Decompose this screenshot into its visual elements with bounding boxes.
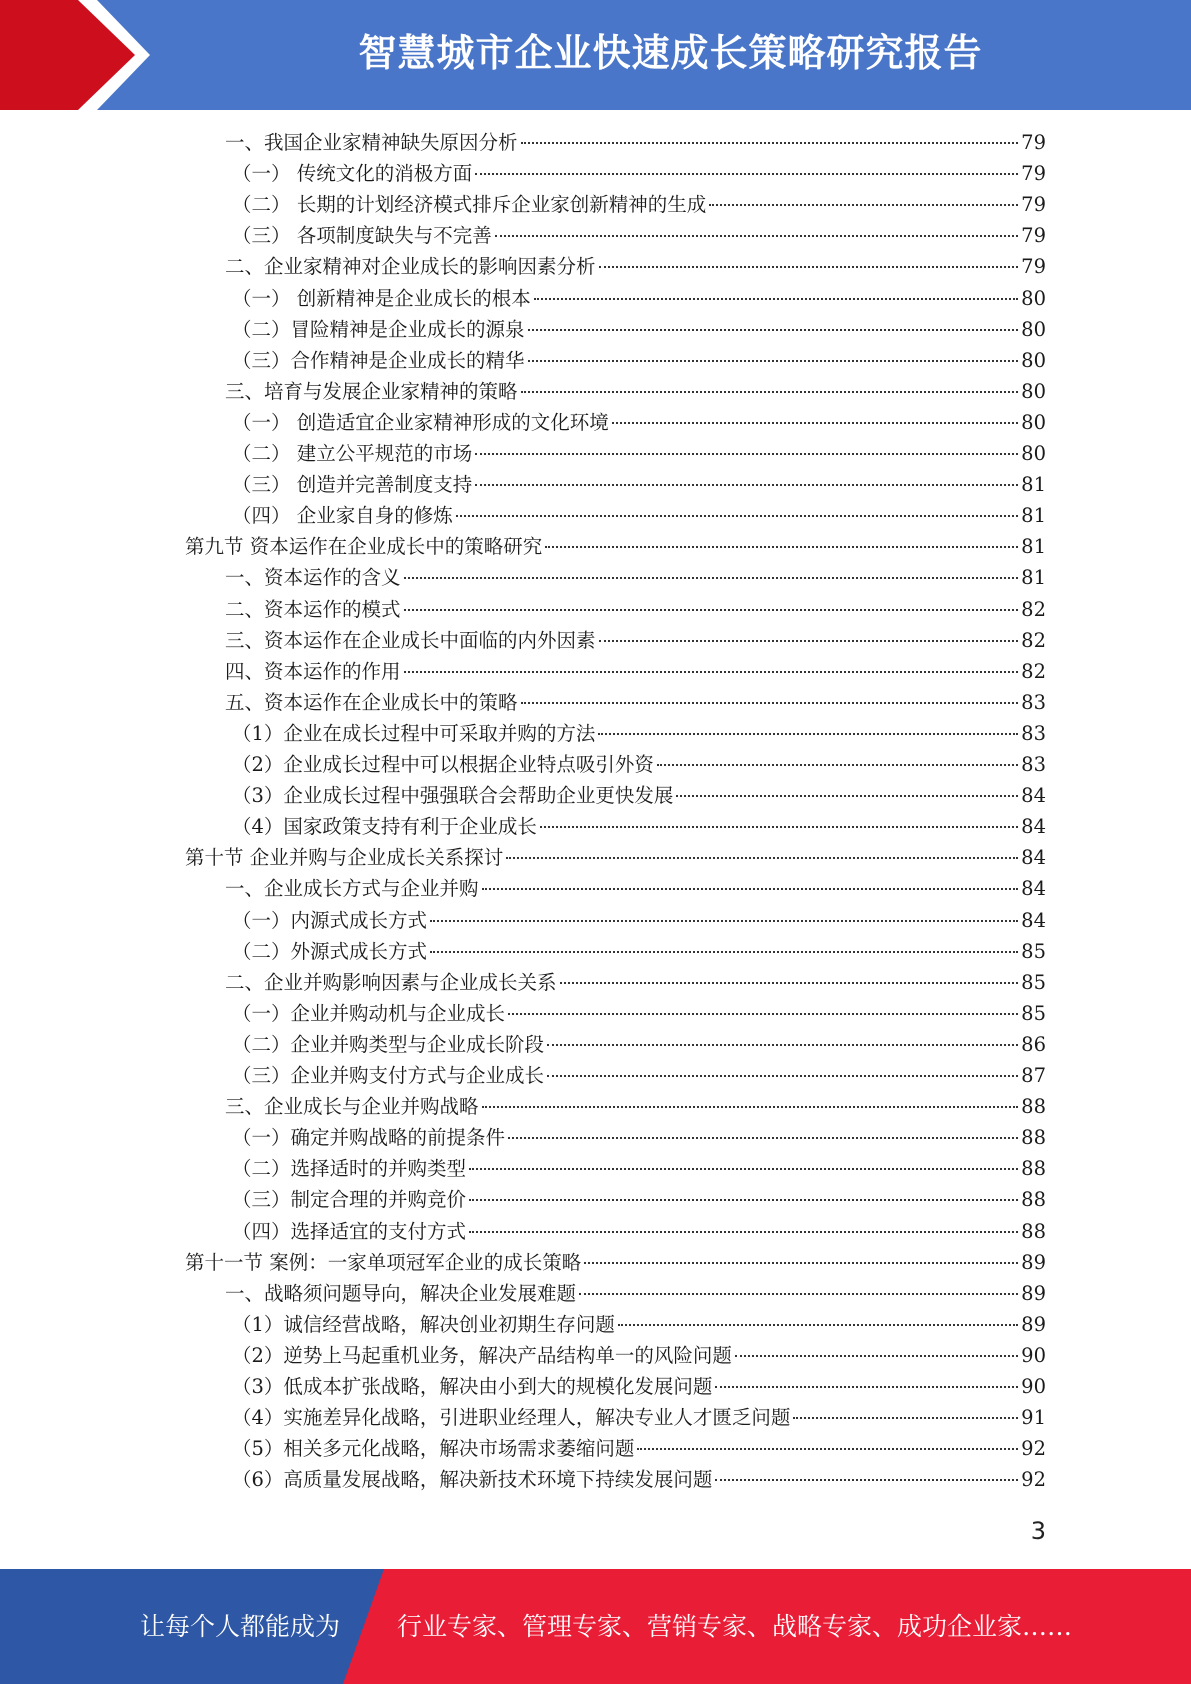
toc-entry-page: 89 <box>1021 1282 1046 1305</box>
toc-entry[interactable] <box>185 1247 1046 1278</box>
toc-leader-dots <box>709 202 1018 206</box>
footer-slogan-left: 让每个人都能成为 <box>140 1612 341 1641</box>
toc-entry[interactable] <box>232 1153 1046 1184</box>
toc-leader-dots <box>482 1104 1018 1108</box>
toc-entry-page: 80 <box>1021 318 1046 341</box>
toc-leader-dots <box>599 264 1018 268</box>
toc-entry-title: （三）制定合理的并购竞价 <box>232 1188 467 1211</box>
toc-leader-dots <box>528 358 1018 362</box>
toc-leader-dots <box>475 171 1018 175</box>
toc-entry-title: 三、培育与发展企业家精神的策略 <box>225 380 518 403</box>
toc-entry-title: （一） 传统文化的消极方面 <box>232 162 473 185</box>
toc-leader-dots <box>404 575 1018 579</box>
toc-leader-dots <box>584 1260 1018 1264</box>
toc-leader-dots <box>506 855 1018 859</box>
toc-entry-page: 80 <box>1021 349 1046 372</box>
toc-entry-page: 92 <box>1021 1468 1046 1491</box>
toc-entry-page: 82 <box>1021 598 1046 621</box>
toc-entry-page: 81 <box>1021 535 1046 558</box>
toc-entry[interactable] <box>232 811 1046 842</box>
toc-entry-title: （三）企业并购支付方式与企业成长 <box>232 1064 545 1087</box>
toc-entry-page: 85 <box>1021 971 1046 994</box>
toc-entry-page: 80 <box>1021 380 1046 403</box>
toc-entry-page: 90 <box>1021 1375 1046 1398</box>
toc-entry-page: 85 <box>1021 1002 1046 1025</box>
toc-entry-title: （3）企业成长过程中强强联合会帮助企业更快发展 <box>232 784 674 807</box>
toc-entry-title: （一） 创造适宜企业家精神形成的文化环境 <box>232 411 609 434</box>
toc-entry[interactable] <box>232 407 1046 438</box>
toc-leader-dots <box>521 700 1018 704</box>
toc-entry-page: 89 <box>1021 1251 1046 1274</box>
toc-entry-title: （二）企业并购类型与企业成长阶段 <box>232 1033 545 1056</box>
toc-leader-dots <box>469 1197 1018 1201</box>
toc-entry[interactable] <box>232 1464 1046 1495</box>
toc-entry[interactable] <box>232 345 1046 376</box>
toc-leader-dots <box>735 1353 1018 1357</box>
toc-entry-title: 一、资本运作的含义 <box>225 566 401 589</box>
toc-leader-dots <box>547 1073 1018 1077</box>
page-header <box>0 0 1191 110</box>
toc-entry[interactable] <box>232 718 1046 749</box>
toc-leader-dots <box>579 1291 1018 1295</box>
toc-entry[interactable] <box>232 1340 1046 1371</box>
toc-entry-title: （三）合作精神是企业成长的精华 <box>232 349 525 372</box>
toc-entry[interactable] <box>232 936 1046 967</box>
toc-leader-dots <box>508 1135 1018 1139</box>
toc-leader-dots <box>495 233 1018 237</box>
toc-entry[interactable] <box>232 1433 1046 1464</box>
toc-leader-dots <box>612 420 1018 424</box>
toc-entry-page: 91 <box>1021 1406 1046 1429</box>
toc-entry-title: （一）企业并购动机与企业成长 <box>232 1002 506 1025</box>
toc-entry-page: 81 <box>1021 473 1046 496</box>
toc-entry-page: 79 <box>1021 131 1046 154</box>
toc-entry-page: 80 <box>1021 287 1046 310</box>
toc-entry[interactable] <box>225 687 1046 718</box>
toc-entry[interactable] <box>232 1184 1046 1215</box>
toc-entry-page: 92 <box>1021 1437 1046 1460</box>
toc-leader-dots <box>598 731 1018 735</box>
toc-leader-dots <box>521 140 1018 144</box>
toc-entry[interactable] <box>232 469 1046 500</box>
toc-entry[interactable] <box>225 625 1046 656</box>
toc-entry-title: 四、资本运作的作用 <box>225 660 401 683</box>
toc-leader-dots <box>618 1322 1018 1326</box>
toc-leader-dots <box>430 918 1018 922</box>
toc-entry[interactable] <box>232 749 1046 780</box>
toc-leader-dots <box>637 1446 1018 1450</box>
page-number: 3 <box>1030 1517 1046 1545</box>
toc-entry-title: （三） 创造并完善制度支持 <box>232 473 473 496</box>
toc-entry-page: 88 <box>1021 1157 1046 1180</box>
toc-entry-page: 80 <box>1021 411 1046 434</box>
toc-entry-page: 90 <box>1021 1344 1046 1367</box>
toc-leader-dots <box>534 296 1018 300</box>
toc-entry-title: （二）冒险精神是企业成长的源泉 <box>232 318 525 341</box>
toc-entry-page: 82 <box>1021 629 1046 652</box>
toc-leader-dots <box>521 389 1018 393</box>
toc-entry-page: 87 <box>1021 1064 1046 1087</box>
toc-entry-title: （2）企业成长过程中可以根据企业特点吸引外资 <box>232 753 654 776</box>
toc-leader-dots <box>482 886 1018 890</box>
toc-leader-dots <box>715 1477 1018 1481</box>
toc-entry-title: 一、企业成长方式与企业并购 <box>225 877 479 900</box>
toc-leader-dots <box>599 638 1018 642</box>
toc-entry-title: （一） 创新精神是企业成长的根本 <box>232 287 531 310</box>
toc-entry-title: （一）内源式成长方式 <box>232 909 428 932</box>
toc-leader-dots <box>508 1011 1018 1015</box>
toc-leader-dots <box>475 451 1018 455</box>
toc-leader-dots <box>560 980 1018 984</box>
toc-entry-title: 第十一节 案例：一家单项冠军企业的成长策略 <box>185 1251 582 1274</box>
toc-leader-dots <box>430 949 1018 953</box>
toc-leader-dots <box>475 482 1018 486</box>
toc-entry[interactable] <box>225 127 1046 158</box>
toc-entry-title: 二、企业家精神对企业成长的影响因素分析 <box>225 255 596 278</box>
toc-entry-page: 84 <box>1021 877 1046 900</box>
toc-entry[interactable] <box>225 562 1046 593</box>
toc-leader-dots <box>469 1229 1018 1233</box>
toc-entry-title: （二）外源式成长方式 <box>232 940 428 963</box>
toc-entry[interactable] <box>225 376 1046 407</box>
toc-entry-page: 84 <box>1021 909 1046 932</box>
toc-entry[interactable] <box>225 594 1046 625</box>
toc-entry-title: 三、企业成长与企业并购战略 <box>225 1095 479 1118</box>
toc-leader-dots <box>793 1415 1018 1419</box>
toc-entry[interactable] <box>225 1278 1046 1309</box>
toc-entry-title: 一、战略须问题导向，解决企业发展难题 <box>225 1282 577 1305</box>
toc-entry-title: （三） 各项制度缺失与不完善 <box>232 224 492 247</box>
toc-entry-title: （5）相关多元化战略，解决市场需求萎缩问题 <box>232 1437 635 1460</box>
toc-entry[interactable] <box>225 656 1046 687</box>
toc-entry-page: 79 <box>1021 162 1046 185</box>
toc-entry-page: 84 <box>1021 815 1046 838</box>
toc-entry[interactable] <box>232 1309 1046 1340</box>
toc-entry[interactable] <box>232 1216 1046 1247</box>
toc-entry[interactable] <box>225 873 1046 904</box>
toc-entry-page: 88 <box>1021 1095 1046 1118</box>
toc-entry[interactable] <box>232 905 1046 936</box>
toc-entry-page: 83 <box>1021 753 1046 776</box>
toc-leader-dots <box>528 327 1018 331</box>
toc-entry[interactable] <box>232 283 1046 314</box>
toc-entry-page: 80 <box>1021 442 1046 465</box>
toc-entry-title: （2）逆势上马起重机业务，解决产品结构单一的风险问题 <box>232 1344 732 1367</box>
toc-entry-title: （二）选择适时的并购类型 <box>232 1157 467 1180</box>
toc-leader-dots <box>547 1042 1018 1046</box>
toc-entry-title: （四）选择适宜的支付方式 <box>232 1220 467 1243</box>
toc-entry-page: 88 <box>1021 1188 1046 1211</box>
toc-entry-title: 第九节 资本运作在企业成长中的策略研究 <box>185 535 543 558</box>
toc-entry-page: 83 <box>1021 691 1046 714</box>
toc-leader-dots <box>456 513 1018 517</box>
footer-slogan-right: 行业专家、管理专家、营销专家、战略专家、成功企业家…… <box>397 1612 1073 1641</box>
toc-entry-title: （4）国家政策支持有利于企业成长 <box>232 815 537 838</box>
toc-entry[interactable] <box>232 189 1046 220</box>
toc-leader-dots <box>540 824 1018 828</box>
toc-entry[interactable] <box>232 314 1046 345</box>
toc-entry-page: 86 <box>1021 1033 1046 1056</box>
toc-entry-title: （3）低成本扩张战略，解决由小到大的规模化发展问题 <box>232 1375 713 1398</box>
toc-entry-title: （6）高质量发展战略，解决新技术环境下持续发展问题 <box>232 1468 713 1491</box>
toc-entry-title: （二） 长期的计划经济模式排斥企业家创新精神的生成 <box>232 193 707 216</box>
toc-entry-page: 79 <box>1021 193 1046 216</box>
toc-entry[interactable] <box>232 1122 1046 1153</box>
toc-entry-title: 二、企业并购影响因素与企业成长关系 <box>225 971 557 994</box>
toc-entry[interactable] <box>232 500 1046 531</box>
toc-entry[interactable] <box>232 1371 1046 1402</box>
toc-entry-title: （二） 建立公平规范的市场 <box>232 442 473 465</box>
toc-entry-title: 二、资本运作的模式 <box>225 598 401 621</box>
toc-leader-dots <box>404 669 1018 673</box>
toc-entry[interactable] <box>185 842 1046 873</box>
toc-leader-dots <box>715 1384 1018 1388</box>
toc-entry-title: 三、资本运作在企业成长中面临的内外因素 <box>225 629 596 652</box>
toc-entry[interactable] <box>232 780 1046 811</box>
toc-entry[interactable] <box>232 438 1046 469</box>
toc-entry-page: 89 <box>1021 1313 1046 1336</box>
toc-entry-title: （一）确定并购战略的前提条件 <box>232 1126 506 1149</box>
toc-entry-page: 83 <box>1021 722 1046 745</box>
toc-entry[interactable] <box>232 1402 1046 1433</box>
toc-leader-dots <box>404 607 1018 611</box>
toc-entry-page: 79 <box>1021 255 1046 278</box>
toc-entry-title: （1）诚信经营战略，解决创业初期生存问题 <box>232 1313 615 1336</box>
toc-entry-title: （1）企业在成长过程中可采取并购的方法 <box>232 722 596 745</box>
toc-entry-page: 81 <box>1021 566 1046 589</box>
toc-entry-page: 88 <box>1021 1220 1046 1243</box>
toc-entry[interactable] <box>232 1060 1046 1091</box>
toc-entry-title: （4）实施差异化战略，引进职业经理人，解决专业人才匮乏问题 <box>232 1406 791 1429</box>
toc-entry-title: 五、资本运作在企业成长中的策略 <box>225 691 518 714</box>
toc-leader-dots <box>676 793 1018 797</box>
toc-entry-title: （四） 企业家自身的修炼 <box>232 504 453 527</box>
header-arrow-icon <box>0 0 135 110</box>
toc-entry-title: 第十节 企业并购与企业成长关系探讨 <box>185 846 504 869</box>
toc-entry[interactable] <box>232 158 1046 189</box>
toc-entry-title: 一、我国企业家精神缺失原因分析 <box>225 131 518 154</box>
toc-entry[interactable] <box>225 1091 1046 1122</box>
toc-entry-page: 82 <box>1021 660 1046 683</box>
toc-entry-page: 85 <box>1021 940 1046 963</box>
toc-leader-dots <box>657 762 1018 766</box>
toc-entry-page: 88 <box>1021 1126 1046 1149</box>
report-title: 智慧城市企业快速成长策略研究报告 <box>358 31 983 75</box>
toc-entry[interactable] <box>225 251 1046 282</box>
toc-entry[interactable] <box>185 531 1046 562</box>
toc-entry-page: 81 <box>1021 504 1046 527</box>
page-footer <box>0 1569 1191 1684</box>
toc-entry-page: 79 <box>1021 224 1046 247</box>
toc-entry[interactable] <box>232 998 1046 1029</box>
toc-entry[interactable] <box>232 220 1046 251</box>
toc-leader-dots <box>469 1166 1018 1170</box>
toc-leader-dots <box>545 544 1018 548</box>
toc-entry-page: 84 <box>1021 784 1046 807</box>
toc-entry[interactable] <box>232 1029 1046 1060</box>
toc-entry[interactable] <box>225 967 1046 998</box>
toc-entry-page: 84 <box>1021 846 1046 869</box>
